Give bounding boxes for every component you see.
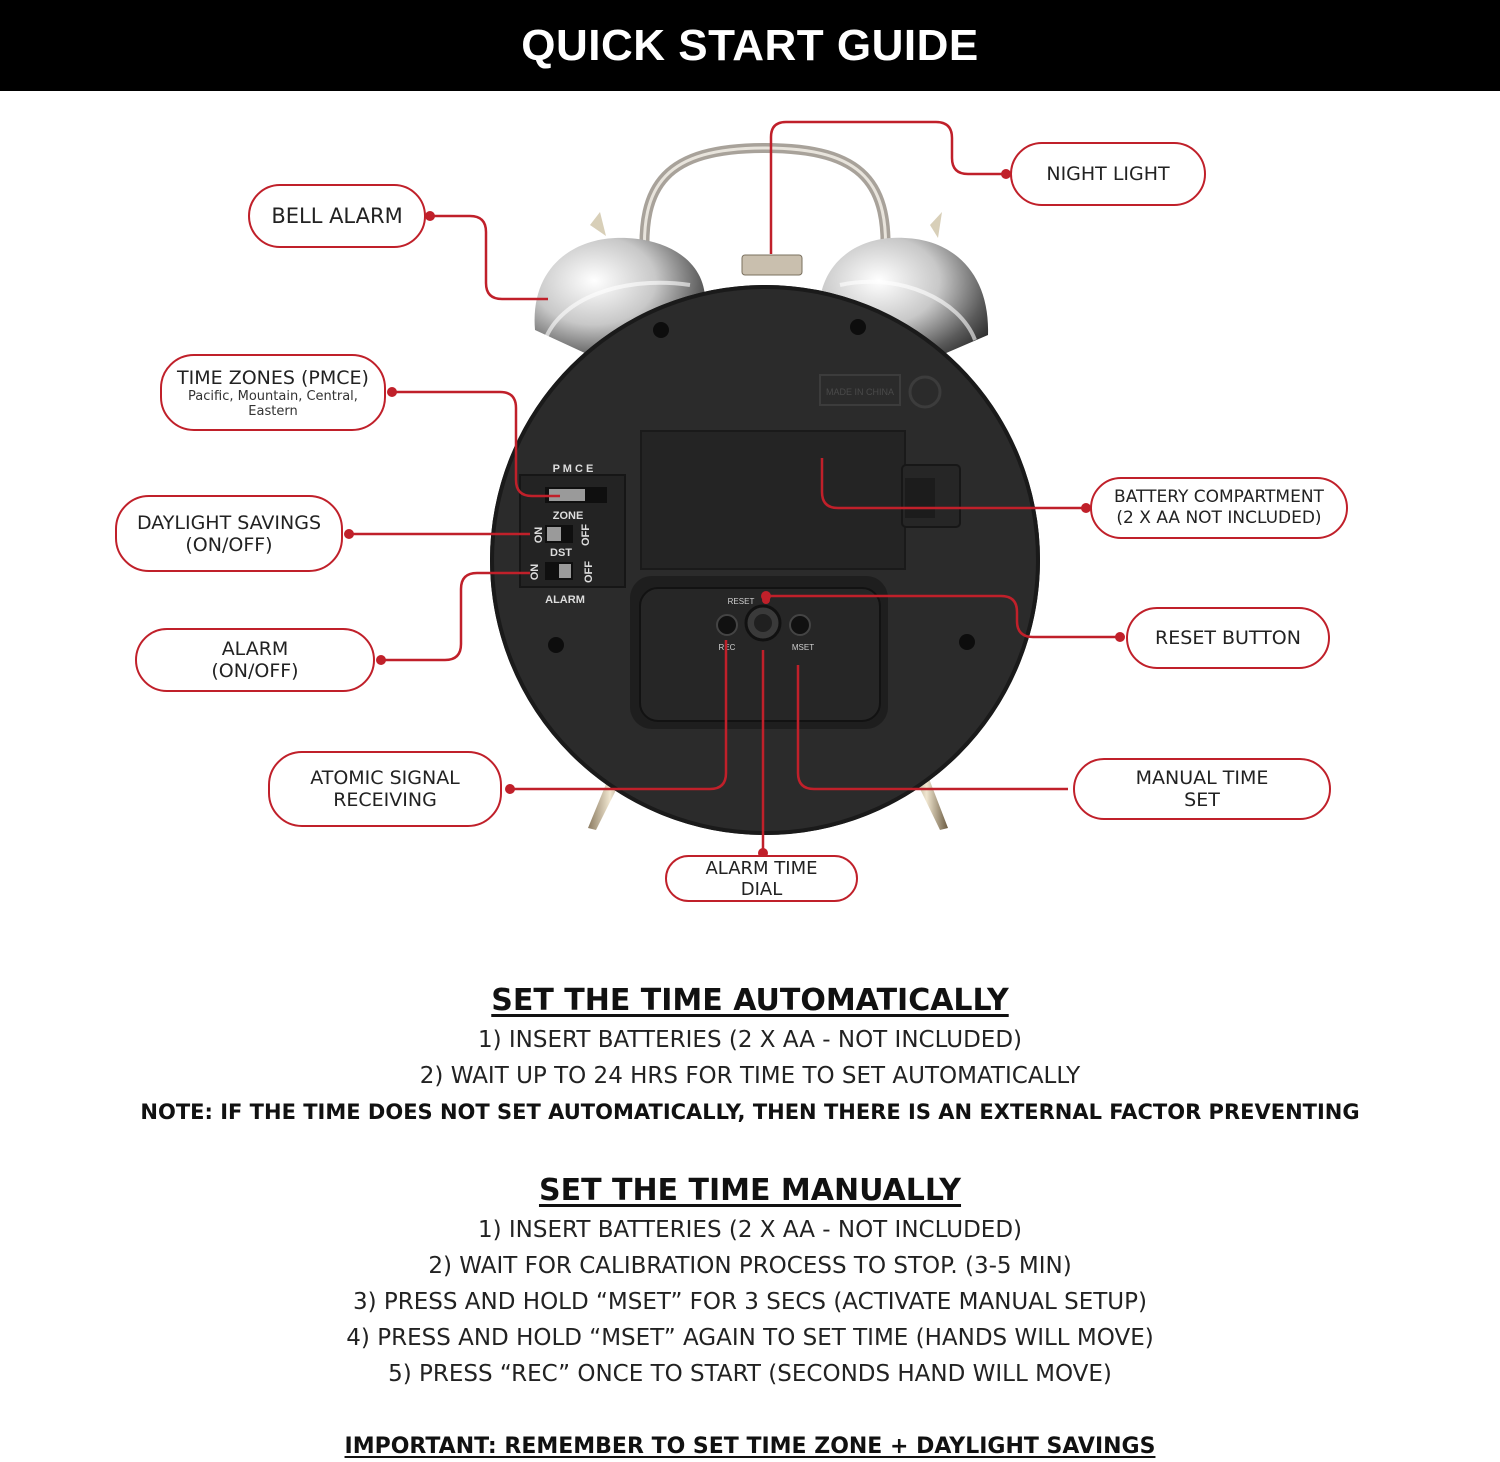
screw-hole: [653, 322, 669, 338]
screw-hole: [548, 637, 564, 653]
rec-label: REC: [718, 643, 736, 652]
callout-label: DIAL: [740, 878, 783, 900]
night-light-callout: [1010, 142, 1206, 206]
manual-step: 2) WAIT FOR CALIBRATION PROCESS TO STOP. (3-5 MIN): [428, 1253, 1072, 1279]
auto-note: NOTE: IF THE TIME DOES NOT SET AUTOMATICALLY, THEN THERE IS AN EXTERNAL FACTOR PREVENTING: [140, 1100, 1360, 1124]
callout-label: (2 X AA NOT INCLUDED): [1116, 508, 1322, 528]
callout-label: RECEIVING: [333, 789, 437, 811]
manual-section: [0, 1173, 1500, 1392]
auto-step: 1) INSERT BATTERIES (2 X AA - NOT INCLUDED): [477, 1027, 1023, 1053]
callout-label: MANUAL TIME: [1135, 767, 1269, 789]
manual-step: 3) PRESS AND HOLD “MSET” FOR 3 SECS (ACTIVATE MANUAL SETUP): [353, 1289, 1147, 1315]
atomic-signal-callout: [268, 751, 502, 827]
callout-label: TIME ZONES (PMCE): [177, 366, 369, 389]
callout-label: BATTERY COMPARTMENT: [1114, 487, 1324, 507]
auto-section-title: SET THE TIME AUTOMATICALLY: [491, 983, 1009, 1018]
callout-label: ALARM TIME: [705, 857, 818, 879]
auto-step: 2) WAIT UP TO 24 HRS FOR TIME TO SET AUTOMATICALLY: [419, 1063, 1081, 1089]
mset-button[interactable]: [790, 615, 810, 635]
manual-time-set-callout: [1073, 758, 1331, 820]
zone-letters: P M C E: [552, 463, 594, 475]
rec-button[interactable]: [717, 615, 737, 635]
header-bar: [0, 0, 1500, 91]
alarm-on-label: ON: [529, 563, 541, 581]
callout-label: ATOMIC SIGNAL: [310, 767, 460, 789]
page-title: QUICK START GUIDE: [521, 20, 979, 70]
reset-label: RESET: [727, 597, 755, 606]
manual-step: 5) PRESS “REC” ONCE TO START (SECONDS HAND WILL MOVE): [388, 1361, 1112, 1387]
callout-label: DAYLIGHT SAVINGS: [136, 511, 322, 534]
daylight-savings-callout: [115, 495, 343, 572]
brand-text: MADE IN CHINA: [825, 387, 895, 397]
alarm-off-label: OFF: [583, 561, 595, 583]
screw-hole: [850, 319, 866, 335]
callout-label: BELL ALARM: [271, 204, 403, 228]
manual-section-title: SET THE TIME MANUALLY: [538, 1173, 962, 1208]
manual-step: 4) PRESS AND HOLD “MSET” AGAIN TO SET TIME (HANDS WILL MOVE): [346, 1325, 1154, 1351]
hinge-icon: [742, 255, 802, 275]
important-note: IMPORTANT: REMEMBER TO SET TIME ZONE + DAYLIGHT SAVINGS: [344, 1434, 1156, 1459]
callout-label: SET: [1184, 789, 1220, 811]
dst-off-label: OFF: [580, 524, 592, 546]
time-zones-callout: [160, 354, 386, 431]
callout-sublabel: Pacific, Mountain, Central, Eastern: [188, 388, 358, 419]
reset-button-callout: [1126, 607, 1330, 669]
callout-label: (ON/OFF): [211, 660, 299, 682]
manual-step: 1) INSERT BATTERIES (2 X AA - NOT INCLUDED): [477, 1217, 1023, 1243]
alarm-label: ALARM: [545, 594, 585, 606]
bell-alarm-callout: [248, 184, 426, 248]
alarm-time-dial-callout: [665, 855, 858, 902]
callout-label: (ON/OFF): [185, 533, 273, 556]
screw-hole: [959, 634, 975, 650]
battery-compartment-callout: [1090, 477, 1348, 539]
dst-label: DST: [550, 547, 572, 559]
important-section: [0, 1434, 1500, 1459]
callout-label: ALARM: [221, 638, 289, 660]
auto-section: [0, 983, 1500, 1130]
dst-on-label: ON: [533, 526, 545, 544]
battery-compartment: [641, 431, 905, 569]
alarm-callout: [135, 628, 375, 692]
mset-label: MSET: [791, 643, 815, 652]
callout-label: NIGHT LIGHT: [1046, 163, 1170, 185]
callout-label: RESET BUTTON: [1155, 627, 1301, 649]
zone-label: ZONE: [552, 510, 584, 522]
